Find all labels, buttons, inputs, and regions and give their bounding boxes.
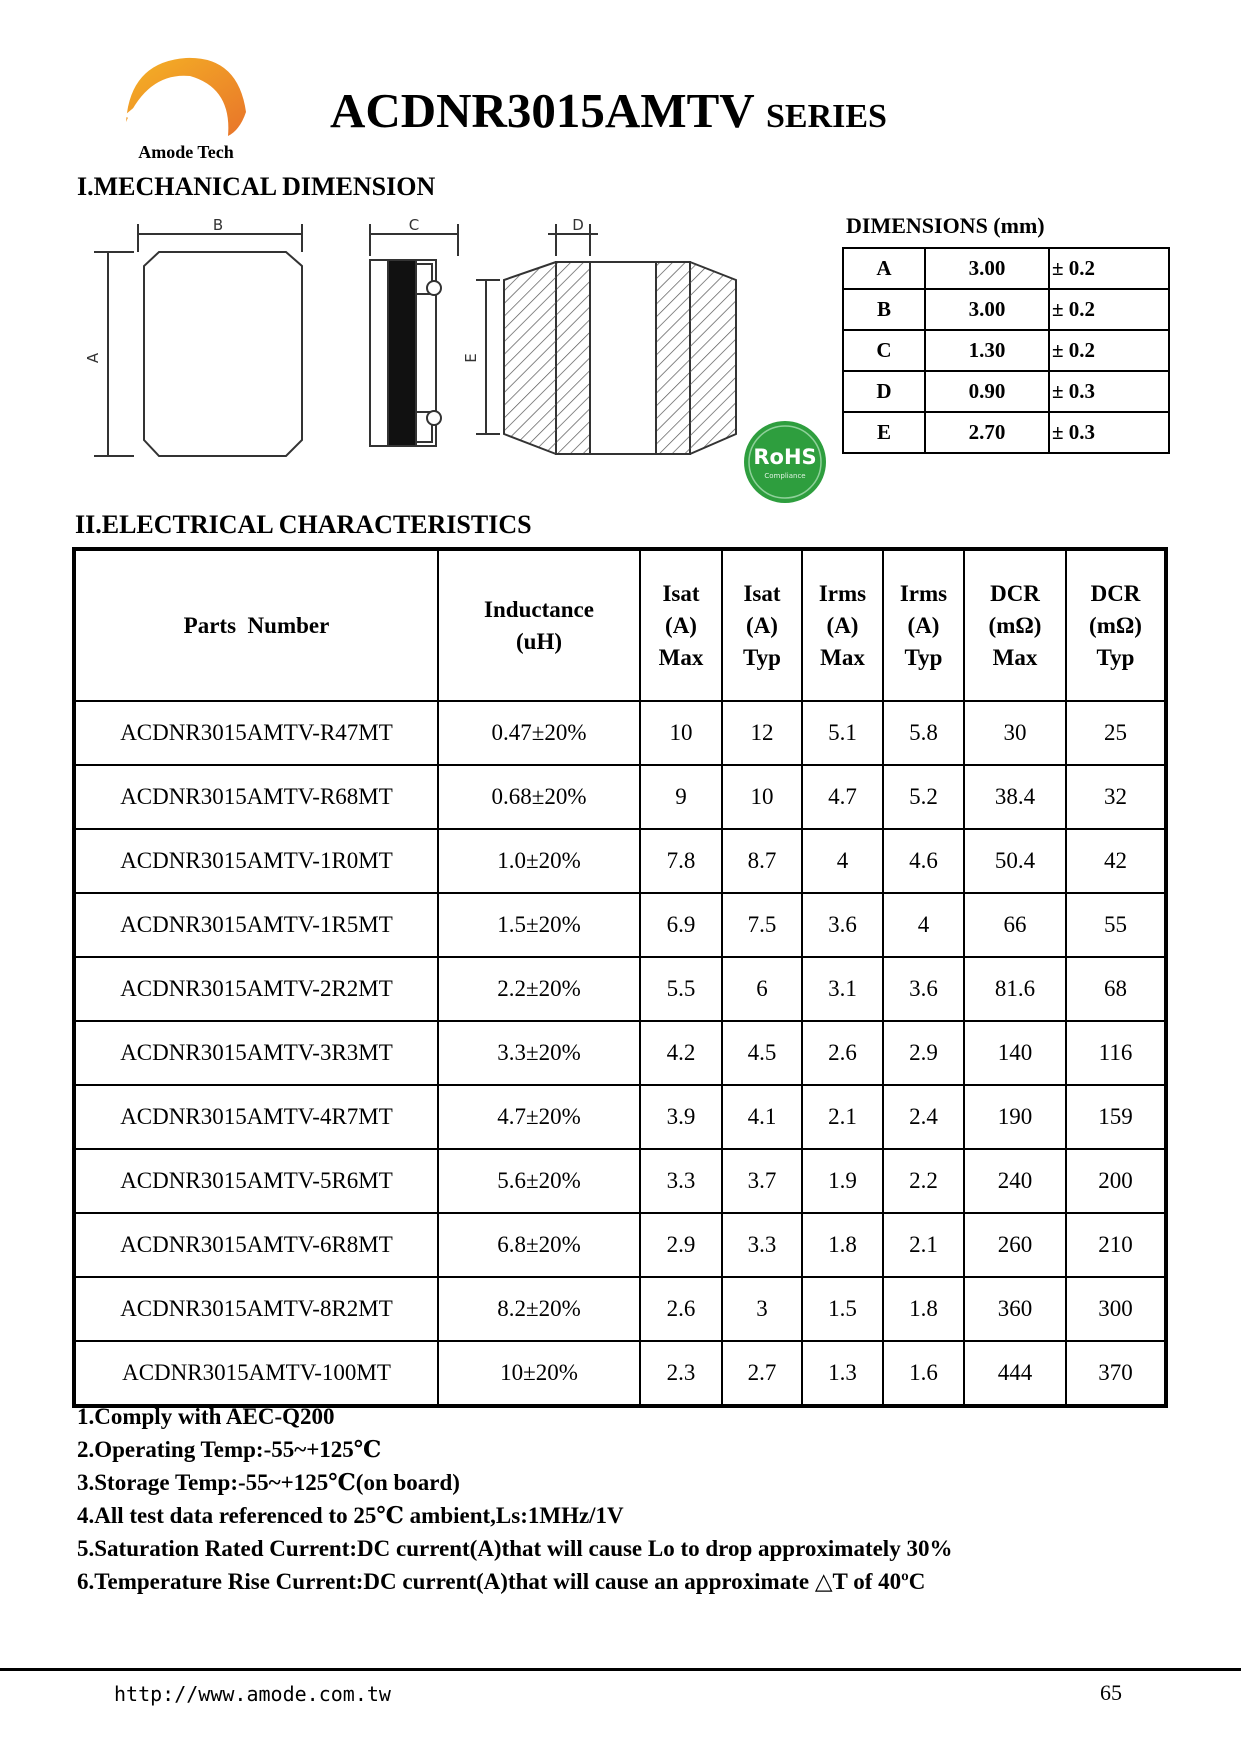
column-header-line: Irms <box>899 580 948 606</box>
value-cell: 38.4 <box>964 765 1066 829</box>
column-header-line: DCR <box>990 580 1040 606</box>
value-cell: 240 <box>964 1149 1066 1213</box>
table-row <box>74 1341 1166 1406</box>
value-cell: 10 <box>722 765 802 829</box>
side-view-drawing <box>370 224 458 446</box>
value-cell: 200 <box>1066 1149 1166 1213</box>
value-cell: 6 <box>722 957 802 1021</box>
part-number-cell: ACDNR3015AMTV-100MT <box>74 1341 438 1406</box>
mechanical-drawing <box>86 212 746 462</box>
table-row <box>74 1277 1166 1341</box>
part-number-cell: ACDNR3015AMTV-5R6MT <box>74 1149 438 1213</box>
value-cell: 3.7 <box>722 1149 802 1213</box>
value-cell: 159 <box>1066 1085 1166 1149</box>
value-cell: 5.2 <box>883 765 964 829</box>
part-number-cell: ACDNR3015AMTV-R47MT <box>74 701 438 765</box>
column-header <box>640 549 722 701</box>
column-header-line: (A) <box>907 612 940 638</box>
value-cell: 3.3±20% <box>438 1021 640 1085</box>
electrical-heading: II.ELECTRICAL CHARACTERISTICS <box>75 510 532 539</box>
value-cell: 1.8 <box>883 1277 964 1341</box>
dimension-value: 0.90 <box>925 371 1049 412</box>
value-cell: 2.4 <box>883 1085 964 1149</box>
page-number: 65 <box>1100 1680 1122 1705</box>
value-cell: 0.47±20% <box>438 701 640 765</box>
label-a: A <box>84 352 102 364</box>
notes-list <box>77 1400 952 1598</box>
part-number-cell: ACDNR3015AMTV-1R5MT <box>74 893 438 957</box>
dimension-row <box>843 412 1169 453</box>
logo-text: Amode Tech <box>138 142 234 162</box>
dimension-row <box>843 289 1169 330</box>
value-cell: 1.0±20% <box>438 829 640 893</box>
value-cell: 2.3 <box>640 1341 722 1406</box>
value-cell: 81.6 <box>964 957 1066 1021</box>
value-cell: 6.9 <box>640 893 722 957</box>
dimension-tolerance: ± 0.3 <box>1049 371 1169 412</box>
dimension-letter: C <box>843 330 925 371</box>
value-cell: 2.2±20% <box>438 957 640 1021</box>
value-cell: 3 <box>722 1277 802 1341</box>
note-item: 6.Temperature Rise Current:DC current(A)that will cause an approximate △T of 40ºC <box>77 1569 926 1594</box>
footer-divider <box>0 1668 1241 1671</box>
value-cell: 444 <box>964 1341 1066 1406</box>
column-header-line: Typ <box>904 644 943 670</box>
column-header-line: (A) <box>746 612 778 638</box>
column-header-line: Max <box>658 644 704 670</box>
value-cell: 3.3 <box>722 1213 802 1277</box>
value-cell: 4 <box>802 829 883 893</box>
value-cell: 190 <box>964 1085 1066 1149</box>
table-row <box>74 893 1166 957</box>
value-cell: 5.1 <box>802 701 883 765</box>
value-cell: 4.6 <box>883 829 964 893</box>
column-header <box>802 549 883 701</box>
amode-tech-logo-icon <box>120 52 252 144</box>
dimension-value: 2.70 <box>925 412 1049 453</box>
value-cell: 10 <box>640 701 722 765</box>
part-number-cell: ACDNR3015AMTV-2R2MT <box>74 957 438 1021</box>
column-header-line: (mΩ) <box>1089 612 1142 638</box>
value-cell: 7.5 <box>722 893 802 957</box>
note-item: 3.Storage Temp:-55~+125℃(on board) <box>77 1470 460 1495</box>
table-row <box>74 765 1166 829</box>
dimension-tolerance: ± 0.2 <box>1049 248 1169 289</box>
value-cell: 3.6 <box>802 893 883 957</box>
value-cell: 2.2 <box>883 1149 964 1213</box>
dimension-letter: E <box>843 412 925 453</box>
label-d: D <box>572 216 584 234</box>
table-row <box>74 1213 1166 1277</box>
column-header-line: (A) <box>826 612 859 638</box>
value-cell: 116 <box>1066 1021 1166 1085</box>
dimension-letter: D <box>843 371 925 412</box>
value-cell: 68 <box>1066 957 1166 1021</box>
dimension-letter: A <box>843 248 925 289</box>
note-item: 2.Operating Temp:-55~+125℃ <box>77 1437 382 1462</box>
dimension-letter: B <box>843 289 925 330</box>
column-header-line: (mΩ) <box>988 612 1042 638</box>
value-cell: 3.3 <box>640 1149 722 1213</box>
column-header-line: Max <box>992 644 1038 670</box>
dimensions-table <box>842 247 1170 454</box>
value-cell: 30 <box>964 701 1066 765</box>
mechanical-heading: I.MECHANICAL DIMENSION <box>77 172 436 201</box>
value-cell: 5.8 <box>883 701 964 765</box>
label-c: C <box>408 216 420 234</box>
value-cell: 42 <box>1066 829 1166 893</box>
value-cell: 4.7 <box>802 765 883 829</box>
rohs-subtext: Compliance <box>764 472 806 480</box>
dimension-value: 3.00 <box>925 289 1049 330</box>
column-header <box>1066 549 1166 701</box>
value-cell: 50.4 <box>964 829 1066 893</box>
value-cell: 1.9 <box>802 1149 883 1213</box>
value-cell: 140 <box>964 1021 1066 1085</box>
column-header-line: DCR <box>1090 580 1141 606</box>
label-e: E <box>462 353 480 363</box>
section-view-drawing <box>476 224 736 454</box>
dimensions-caption: DIMENSIONS (mm) <box>846 213 1045 238</box>
part-number-cell: ACDNR3015AMTV-6R8MT <box>74 1213 438 1277</box>
part-number-cell: ACDNR3015AMTV-1R0MT <box>74 829 438 893</box>
column-header-line: Typ <box>1096 644 1135 670</box>
value-cell: 210 <box>1066 1213 1166 1277</box>
dimension-value: 3.00 <box>925 248 1049 289</box>
title-series: SERIES <box>766 98 887 135</box>
dimension-tolerance: ± 0.2 <box>1049 289 1169 330</box>
part-number-cell: ACDNR3015AMTV-4R7MT <box>74 1085 438 1149</box>
value-cell: 260 <box>964 1213 1066 1277</box>
value-cell: 10±20% <box>438 1341 640 1406</box>
value-cell: 12 <box>722 701 802 765</box>
rohs-text: RoHS <box>753 445 817 469</box>
column-header <box>722 549 802 701</box>
note-item: 5.Saturation Rated Current:DC current(A)that will cause Lo to drop approximately 30% <box>77 1536 953 1561</box>
value-cell: 32 <box>1066 765 1166 829</box>
table-header-row <box>74 549 1166 701</box>
value-cell: 2.6 <box>802 1021 883 1085</box>
table-row <box>74 1021 1166 1085</box>
dimension-tolerance: ± 0.2 <box>1049 330 1169 371</box>
value-cell: 300 <box>1066 1277 1166 1341</box>
part-number-cell: ACDNR3015AMTV-8R2MT <box>74 1277 438 1341</box>
page-title <box>330 82 887 139</box>
dimension-tolerance: ± 0.3 <box>1049 412 1169 453</box>
electrical-table <box>72 547 1168 1408</box>
value-cell: 4.7±20% <box>438 1085 640 1149</box>
value-cell: 2.9 <box>883 1021 964 1085</box>
dimension-row <box>843 330 1169 371</box>
value-cell: 2.7 <box>722 1341 802 1406</box>
value-cell: 5.6±20% <box>438 1149 640 1213</box>
value-cell: 55 <box>1066 893 1166 957</box>
value-cell: 360 <box>964 1277 1066 1341</box>
column-header <box>438 549 640 701</box>
dimension-value: 1.30 <box>925 330 1049 371</box>
label-b: B <box>212 216 224 234</box>
table-row <box>74 1149 1166 1213</box>
value-cell: 66 <box>964 893 1066 957</box>
value-cell: 1.6 <box>883 1341 964 1406</box>
value-cell: 4.5 <box>722 1021 802 1085</box>
table-row <box>74 957 1166 1021</box>
value-cell: 4 <box>883 893 964 957</box>
table-row <box>74 1085 1166 1149</box>
note-item: 4.All test data referenced to 25℃ ambient,Ls:1MHz/1V <box>77 1503 624 1528</box>
value-cell: 6.8±20% <box>438 1213 640 1277</box>
value-cell: 4.1 <box>722 1085 802 1149</box>
title-main: ACDNR3015AMTV <box>330 83 754 138</box>
column-header-line: Max <box>820 644 865 670</box>
table-row <box>74 829 1166 893</box>
column-header-line: Irms <box>818 580 867 606</box>
value-cell: 4.2 <box>640 1021 722 1085</box>
value-cell: 2.1 <box>802 1085 883 1149</box>
value-cell: 2.6 <box>640 1277 722 1341</box>
value-cell: 370 <box>1066 1341 1166 1406</box>
value-cell: 25 <box>1066 701 1166 765</box>
footer-url: http://www.amode.com.tw <box>114 1682 391 1706</box>
value-cell: 8.2±20% <box>438 1277 640 1341</box>
value-cell: 3.6 <box>883 957 964 1021</box>
column-header <box>883 549 964 701</box>
value-cell: 9 <box>640 765 722 829</box>
column-header-line: (A) <box>665 612 697 638</box>
part-number-cell: ACDNR3015AMTV-3R3MT <box>74 1021 438 1085</box>
column-header-line: Isat <box>662 580 700 606</box>
value-cell: 3.1 <box>802 957 883 1021</box>
dimension-row <box>843 248 1169 289</box>
column-header <box>964 549 1066 701</box>
column-header <box>74 549 438 701</box>
note-item: 1.Comply with AEC-Q200 <box>77 1404 335 1429</box>
value-cell: 1.3 <box>802 1341 883 1406</box>
dimension-row <box>843 371 1169 412</box>
value-cell: 3.9 <box>640 1085 722 1149</box>
rohs-badge-icon <box>743 420 827 504</box>
value-cell: 5.5 <box>640 957 722 1021</box>
value-cell: 7.8 <box>640 829 722 893</box>
value-cell: 8.7 <box>722 829 802 893</box>
column-header-line: Parts Number <box>183 612 330 638</box>
column-header-line: (uH) <box>516 628 562 654</box>
top-view-drawing <box>94 224 302 456</box>
table-row <box>74 701 1166 765</box>
value-cell: 1.5±20% <box>438 893 640 957</box>
column-header-line: Typ <box>743 644 781 670</box>
value-cell: 1.5 <box>802 1277 883 1341</box>
value-cell: 1.8 <box>802 1213 883 1277</box>
part-number-cell: ACDNR3015AMTV-R68MT <box>74 765 438 829</box>
value-cell: 0.68±20% <box>438 765 640 829</box>
value-cell: 2.9 <box>640 1213 722 1277</box>
column-header-line: Isat <box>743 580 781 606</box>
value-cell: 2.1 <box>883 1213 964 1277</box>
column-header-line: Inductance <box>484 596 594 622</box>
